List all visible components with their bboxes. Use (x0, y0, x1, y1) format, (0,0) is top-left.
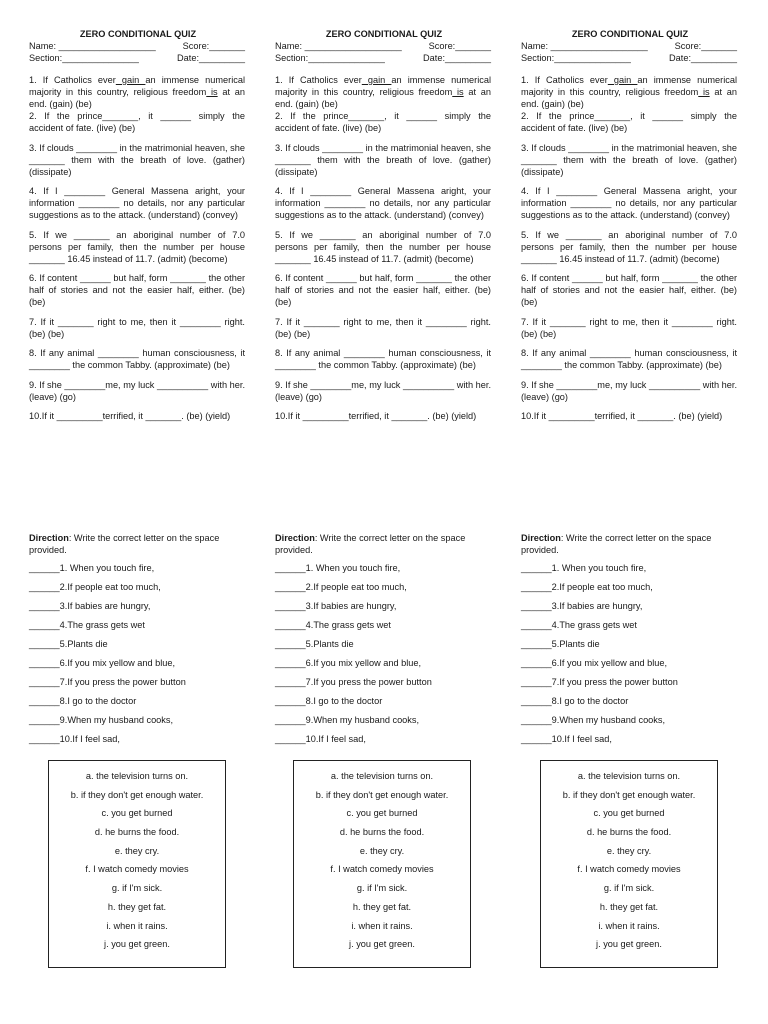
matching-item-8: ______8.I go to the doctor (521, 696, 629, 706)
date-field-label: Date:_________ (177, 53, 245, 63)
question-10: 10.If it _________terrified, it _______. (be) (yield) (521, 411, 723, 421)
answer-choice-f: f. I watch comedy movies (577, 864, 681, 875)
matching-item-2: ______2.If people eat too much, (521, 582, 653, 592)
matching-item-3: ______3.If babies are hungry, (521, 601, 643, 611)
answer-choice-d: d. he burns the food. (586, 827, 672, 838)
question-6: 6. If content ______ but half, form _______ the other half of stories and not the easier half, either. (be) (be) (275, 273, 491, 307)
matching-item-6: ______6.If you mix yellow and blue, (29, 658, 176, 668)
question-1-part-a: 1. If Catholics ever (275, 75, 362, 85)
name-field-label: Name: ___________________ (29, 41, 156, 51)
question-1-part-c: at an end. (gain) (be) (521, 87, 738, 109)
answer-choice-h: h. they get fat. (599, 901, 659, 912)
answer-choice-d: d. he burns the food. (94, 827, 180, 838)
answer-choice-i: i. when it rains. (106, 920, 168, 931)
question-9: 9. If she ________me, my luck __________ with her. (leave) (go) (29, 379, 245, 402)
question-9: 9. If she ________me, my luck __________ with her. (leave) (go) (275, 379, 491, 402)
question-1-part-b: an immense numerical majority in this country, religious freedom (29, 75, 245, 97)
matching-direction (521, 532, 737, 556)
question-1-part-c: at an end. (gain) (be) (275, 87, 492, 109)
direction-text: : Write the correct letter on the space provided. (275, 533, 466, 555)
answer-choice-j: j. you get green. (596, 939, 662, 950)
matching-item-8: ______8.I go to the doctor (275, 696, 383, 706)
matching-item-9: ______9.When my husband cooks, (275, 715, 420, 725)
question-1-part-a: 1. If Catholics ever (29, 75, 116, 85)
matching-item-3: ______3.If babies are hungry, (275, 601, 397, 611)
question-1-answer-is: is (698, 87, 710, 97)
date-field-label: Date:_________ (669, 53, 737, 63)
question-5: 5. If we _______ an aboriginal number of 7.0 persons per family, then the number per house _______ 16.45 instead of 11.7. (admit) (become) (275, 229, 491, 264)
question-1-answer-is: is (452, 87, 464, 97)
answer-choice-j: j. you get green. (104, 939, 170, 950)
direction-label: Direction (275, 533, 315, 543)
matching-direction (275, 532, 491, 556)
question-8: 8. If any animal ________ human consciousness, it ________ the common Tabby. (approximate) (be) (275, 348, 491, 370)
direction-label: Direction (521, 533, 561, 543)
answer-choice-d: d. he burns the food. (339, 827, 425, 838)
answer-choice-g: g. if I'm sick. (111, 883, 163, 894)
matching-item-7: ______7.If you press the power button (275, 677, 432, 687)
answer-choice-i: i. when it rains. (598, 920, 660, 931)
score-field-label: Score:_______ (674, 41, 737, 51)
answer-choice-c: c. you get burned (101, 808, 173, 819)
name-score-row (29, 40, 245, 52)
question-1-answer-gain: gain (607, 75, 638, 85)
quiz-title: ZERO CONDITIONAL QUIZ (79, 29, 197, 39)
matching-item-7: ______7.If you press the power button (521, 677, 678, 687)
answer-choice-i: i. when it rains. (351, 920, 413, 931)
matching-item-6: ______6.If you mix yellow and blue, (275, 658, 422, 668)
fill-in-questions (275, 74, 491, 422)
question-4: 4. If I ________ General Massena aright, your information ________ no details, nor any particular suggestions as to the attack. (understand) (convey) (29, 186, 245, 220)
matching-items (521, 562, 737, 752)
matching-item-9: ______9.When my husband cooks, (521, 715, 666, 725)
question-3: 3. If clouds ________ in the matrimonial heaven, she _______ them with the breath of love. (gather) (dissipate) (521, 142, 737, 177)
question-1 (29, 74, 245, 110)
matching-item-4: ______4.The grass gets wet (275, 620, 391, 630)
question-5: 5. If we _______ an aboriginal number of 7.0 persons per family, then the number per house _______ 16.45 instead of 11.7. (admit) (become) (521, 229, 737, 264)
matching-item-2: ______2.If people eat too much, (275, 582, 407, 592)
question-4: 4. If I ________ General Massena aright, your information ________ no details, nor any particular suggestions as to the attack. (understand) (convey) (521, 186, 737, 220)
score-field-label: Score:_______ (428, 41, 491, 51)
answer-choice-a: a. the television turns on. (85, 771, 189, 781)
question-7: 7. If it _______ right to me, then it ________ right. (be) (be) (275, 316, 491, 339)
question-7: 7. If it _______ right to me, then it ________ right. (be) (be) (29, 316, 245, 339)
name-score-row (521, 40, 737, 52)
answer-choices-box (293, 760, 471, 968)
question-2: 2. If the prince_______, it ______ simply the accident of fate. (live) (be) (29, 111, 245, 133)
section-field-label: Section:_______________ (29, 53, 139, 63)
question-7: 7. If it _______ right to me, then it ________ right. (be) (be) (521, 316, 737, 339)
answer-choice-g: g. if I'm sick. (356, 883, 408, 894)
question-3: 3. If clouds ________ in the matrimonial heaven, she _______ them with the breath of love. (gather) (dissipate) (29, 142, 245, 177)
answer-choice-e: e. they cry. (606, 845, 652, 856)
question-1-part-a: 1. If Catholics ever (521, 75, 608, 85)
direction-text: : Write the correct letter on the space provided. (521, 533, 712, 555)
question-4: 4. If I ________ General Massena aright, your information ________ no details, nor any particular suggestions as to the attack. (understand) (convey) (275, 186, 491, 220)
matching-item-10: ______10.If I feel sad, (29, 734, 120, 744)
matching-item-1: ______1. When you touch fire, (275, 563, 401, 573)
date-field-label: Date:_________ (423, 53, 491, 63)
answer-choices-box (48, 760, 226, 968)
quiz-title: ZERO CONDITIONAL QUIZ (325, 29, 443, 39)
answer-choice-g: g. if I'm sick. (603, 883, 655, 894)
direction-text: : Write the correct letter on the space provided. (29, 533, 220, 555)
matching-item-7: ______7.If you press the power button (29, 677, 186, 687)
direction-label: Direction (29, 533, 69, 543)
answer-choice-b: b. if they don't get enough water. (562, 789, 696, 800)
matching-item-9: ______9.When my husband cooks, (29, 715, 174, 725)
question-8: 8. If any animal ________ human consciousness, it ________ the common Tabby. (approximate) (be) (521, 348, 737, 370)
answer-choice-a: a. the television turns on. (330, 771, 434, 781)
matching-item-4: ______4.The grass gets wet (521, 620, 637, 630)
question-10: 10.If it _________terrified, it _______. (be) (yield) (275, 411, 477, 421)
question-1-part-b: an immense numerical majority in this country, religious freedom (521, 75, 737, 97)
score-field-label: Score:_______ (182, 41, 245, 51)
answer-choice-b: b. if they don't get enough water. (315, 789, 449, 800)
matching-item-3: ______3.If babies are hungry, (29, 601, 151, 611)
matching-item-5: ______5.Plants die (275, 639, 354, 649)
matching-items (29, 562, 245, 752)
quiz-copy-3 (521, 28, 737, 1018)
matching-item-10: ______10.If I feel sad, (521, 734, 612, 744)
answer-choice-f: f. I watch comedy movies (330, 864, 434, 875)
matching-item-1: ______1. When you touch fire, (29, 563, 155, 573)
question-1-answer-gain: gain (361, 75, 392, 85)
section-date-row (521, 52, 737, 64)
matching-item-5: ______5.Plants die (29, 639, 108, 649)
question-6: 6. If content ______ but half, form _______ the other half of stories and not the easier half, either. (be) (be) (521, 273, 737, 307)
question-10: 10.If it _________terrified, it _______. (be) (yield) (29, 411, 231, 421)
question-1-answer-is: is (206, 87, 218, 97)
name-score-row (275, 40, 491, 52)
matching-item-8: ______8.I go to the doctor (29, 696, 137, 706)
matching-item-4: ______4.The grass gets wet (29, 620, 145, 630)
matching-direction (29, 532, 245, 556)
answer-choices-box (540, 760, 718, 968)
quiz-copy-2 (275, 28, 491, 1018)
answer-choice-e: e. they cry. (359, 845, 405, 856)
answer-choice-j: j. you get green. (349, 939, 415, 950)
matching-item-1: ______1. When you touch fire, (521, 563, 647, 573)
section-field-label: Section:_______________ (521, 53, 631, 63)
matching-item-6: ______6.If you mix yellow and blue, (521, 658, 668, 668)
quiz-copy-1 (29, 28, 245, 1018)
section-date-row (29, 52, 245, 64)
name-field-label: Name: ___________________ (275, 41, 402, 51)
matching-item-5: ______5.Plants die (521, 639, 600, 649)
question-8: 8. If any animal ________ human consciousness, it ________ the common Tabby. (approximate) (be) (29, 348, 245, 370)
answer-choice-a: a. the television turns on. (577, 771, 681, 781)
matching-item-10: ______10.If I feel sad, (275, 734, 366, 744)
question-5: 5. If we _______ an aboriginal number of 7.0 persons per family, then the number per house _______ 16.45 instead of 11.7. (admit) (become) (29, 229, 245, 264)
answer-choice-b: b. if they don't get enough water. (70, 789, 204, 800)
matching-item-2: ______2.If people eat too much, (29, 582, 161, 592)
answer-choice-c: c. you get burned (593, 808, 665, 819)
question-3: 3. If clouds ________ in the matrimonial heaven, she _______ them with the breath of love. (gather) (dissipate) (275, 142, 491, 177)
question-1 (275, 74, 491, 110)
fill-in-questions (521, 74, 737, 422)
section-date-row (275, 52, 491, 64)
question-6: 6. If content ______ but half, form _______ the other half of stories and not the easier half, either. (be) (be) (29, 273, 245, 307)
section-field-label: Section:_______________ (275, 53, 385, 63)
fill-in-questions (29, 74, 245, 422)
answer-choice-c: c. you get burned (346, 808, 418, 819)
quiz-title: ZERO CONDITIONAL QUIZ (571, 29, 689, 39)
answer-choice-f: f. I watch comedy movies (85, 864, 189, 875)
answer-choice-h: h. they get fat. (352, 901, 412, 912)
matching-items (275, 562, 491, 752)
question-1-part-c: at an end. (gain) (be) (29, 87, 246, 109)
answer-choice-h: h. they get fat. (107, 901, 167, 912)
answer-choice-e: e. they cry. (114, 845, 160, 856)
question-1-answer-gain: gain (115, 75, 146, 85)
name-field-label: Name: ___________________ (521, 41, 648, 51)
question-1 (521, 74, 737, 110)
question-2: 2. If the prince_______, it ______ simply the accident of fate. (live) (be) (521, 111, 737, 133)
question-1-part-b: an immense numerical majority in this country, religious freedom (275, 75, 491, 97)
question-9: 9. If she ________me, my luck __________ with her. (leave) (go) (521, 379, 737, 402)
question-2: 2. If the prince_______, it ______ simply the accident of fate. (live) (be) (275, 111, 491, 133)
